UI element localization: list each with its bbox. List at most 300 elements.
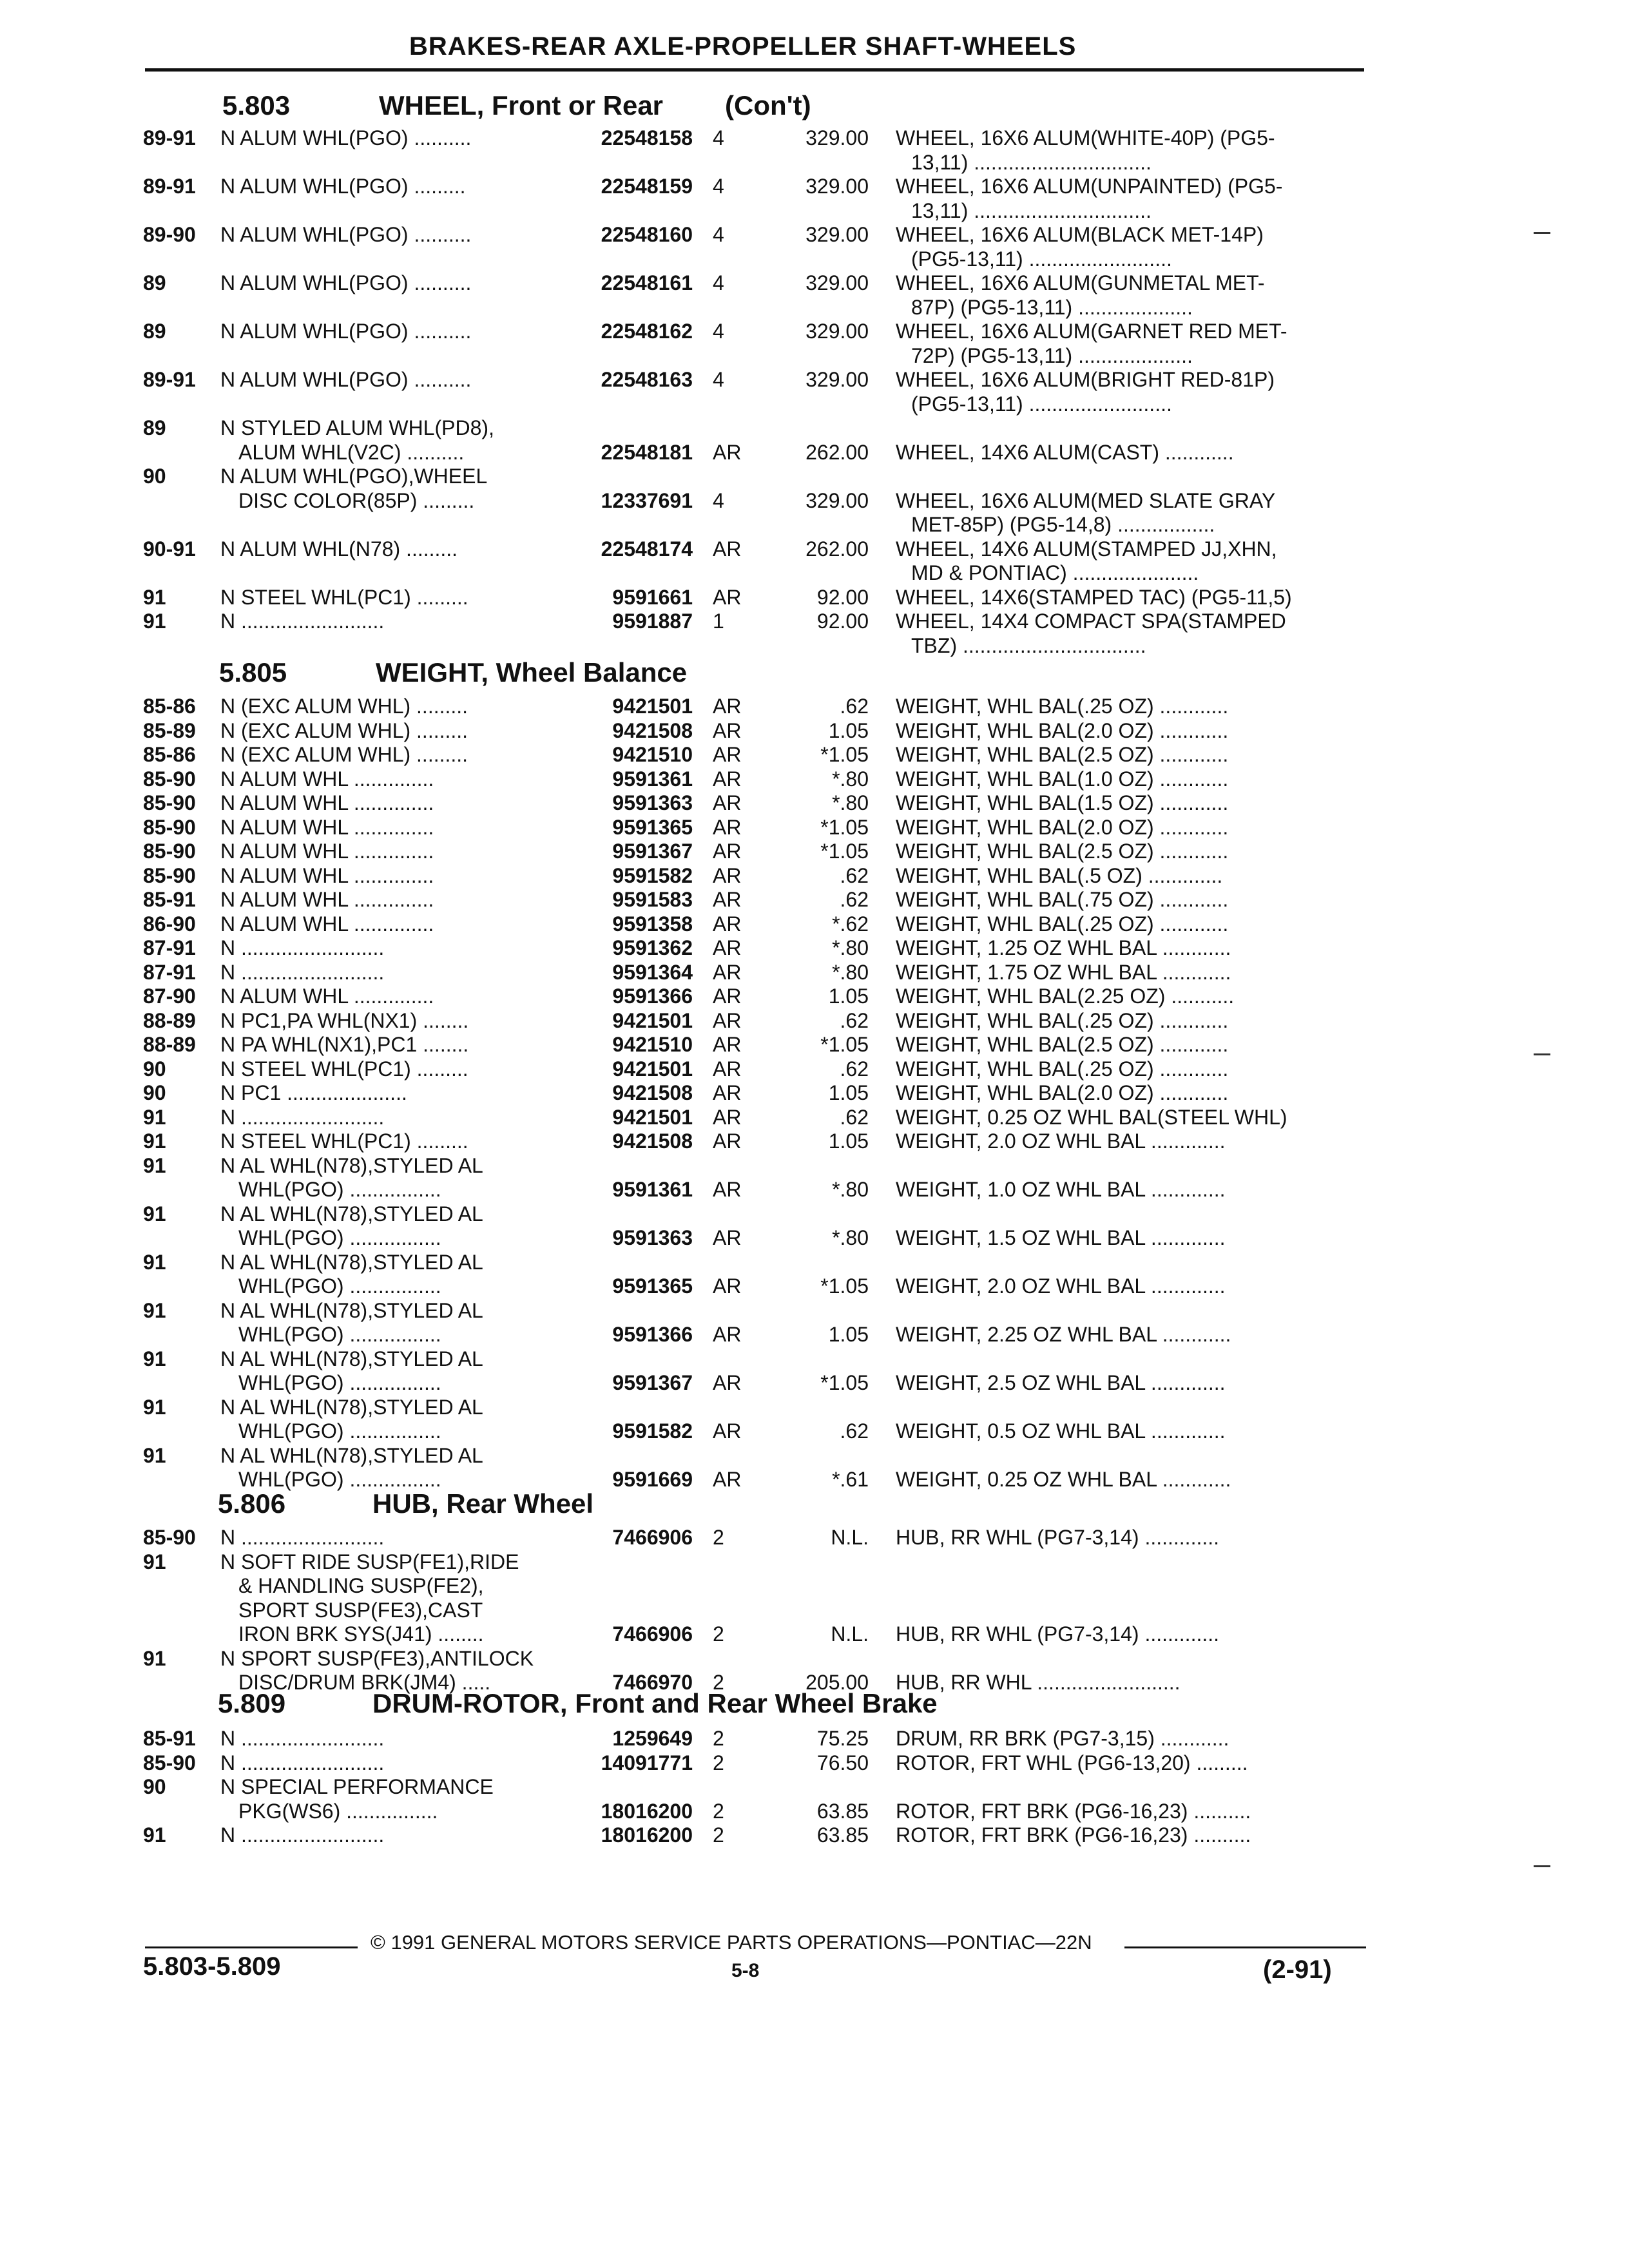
quantity: AR [713, 440, 742, 464]
quantity: AR [713, 718, 742, 742]
part-description: 72P) (PG5-13,11) .................... [911, 343, 1193, 367]
part-description: HUB, RR WHL ......................... [896, 1671, 1181, 1694]
quantity: AR [713, 1057, 742, 1081]
price: N.L. [831, 1622, 869, 1646]
section-title: HUB, Rear Wheel [372, 1488, 594, 1519]
part-description: WHEEL, 16X6 ALUM(GUNMETAL MET- [896, 271, 1265, 294]
margin-mark [1534, 1865, 1550, 1867]
model-year: 86-90 [143, 912, 196, 936]
usage-description: N (EXC ALUM WHL) ......... [220, 695, 468, 718]
model-year: 87-91 [143, 936, 196, 959]
part-description: WEIGHT, 2.5 OZ WHL BAL ............. [896, 1371, 1226, 1394]
model-year: 91 [143, 1105, 166, 1129]
part-number: 9591362 [612, 936, 693, 959]
price: *1.05 [820, 1033, 869, 1056]
usage-description: N ALUM WHL .............. [220, 985, 434, 1008]
usage-description: & HANDLING SUSP(FE2), [238, 1574, 484, 1597]
usage-description: N AL WHL(N78),STYLED AL [220, 1202, 483, 1225]
usage-description: N ALUM WHL(PGO) ......... [220, 175, 466, 198]
usage-description: N AL WHL(N78),STYLED AL [220, 1443, 483, 1467]
usage-description: DISC/DRUM BRK(JM4) ..... [238, 1671, 491, 1694]
quantity: 4 [713, 320, 724, 343]
price: N.L. [831, 1526, 869, 1549]
usage-description: N STEEL WHL(PC1) ......... [220, 1057, 468, 1081]
quantity: AR [713, 585, 742, 609]
model-year: 85-86 [143, 743, 196, 766]
part-description: HUB, RR WHL (PG7-3,14) ............. [896, 1622, 1220, 1646]
model-year: 91 [143, 1646, 166, 1670]
part-number: 9591365 [612, 1274, 693, 1298]
usage-description: WHL(PGO) ................ [238, 1178, 441, 1201]
quantity: AR [713, 1105, 742, 1129]
usage-description: WHL(PGO) ................ [238, 1323, 441, 1346]
model-year: 85-90 [143, 815, 196, 839]
quantity: 2 [713, 1799, 724, 1823]
quantity: AR [713, 1129, 742, 1153]
usage-description: N STEEL WHL(PC1) ......... [220, 1129, 468, 1153]
part-description: WHEEL, 16X6 ALUM(MED SLATE GRAY [896, 488, 1276, 512]
part-description: HUB, RR WHL (PG7-3,14) ............. [896, 1526, 1220, 1549]
usage-description: IRON BRK SYS(J41) ........ [238, 1622, 484, 1646]
part-number: 9421501 [612, 1105, 693, 1129]
model-year: 91 [143, 1250, 166, 1274]
part-number: 9421508 [612, 718, 693, 742]
section-title: WEIGHT, Wheel Balance [376, 657, 688, 687]
footer-copyright: © 1991 GENERAL MOTORS SERVICE PARTS OPERATIONS—PONTIAC—22N [371, 1931, 1092, 1954]
quantity: 4 [713, 223, 724, 246]
usage-description: N ALUM WHL(PGO),WHEEL [220, 465, 488, 488]
price: 205.00 [805, 1671, 869, 1694]
price: 329.00 [805, 488, 869, 512]
part-description: WEIGHT, WHL BAL(.25 OZ) ............ [896, 1057, 1229, 1081]
part-number: 22548158 [601, 126, 693, 149]
usage-description: N STYLED ALUM WHL(PD8), [220, 416, 494, 439]
model-year: 90 [143, 1081, 166, 1104]
usage-description: N ALUM WHL .............. [220, 912, 434, 936]
model-year: 89-91 [143, 126, 196, 149]
part-description: WHEEL, 14X4 COMPACT SPA(STAMPED [896, 610, 1286, 633]
price: 329.00 [805, 223, 869, 246]
price: 262.00 [805, 440, 869, 464]
part-description: MET-85P) (PG5-14,8) ................. [911, 513, 1215, 536]
part-number: 9591361 [612, 767, 693, 791]
model-year: 85-91 [143, 888, 196, 911]
quantity: AR [713, 1178, 742, 1201]
part-number: 22548174 [601, 537, 693, 561]
usage-description: N ALUM WHL(PGO) .......... [220, 126, 472, 149]
model-year: 85-90 [143, 1751, 196, 1774]
price: 262.00 [805, 537, 869, 561]
model-year: 91 [143, 1823, 166, 1847]
part-description: WEIGHT, 1.0 OZ WHL BAL ............. [896, 1178, 1226, 1201]
part-description: WEIGHT, WHL BAL(2.0 OZ) ............ [896, 815, 1229, 839]
part-description: WEIGHT, WHL BAL(.75 OZ) ............ [896, 888, 1229, 911]
usage-description: N AL WHL(N78),STYLED AL [220, 1395, 483, 1419]
price: *1.05 [820, 743, 869, 766]
model-year: 91 [143, 1443, 166, 1467]
part-number: 9421508 [612, 1129, 693, 1153]
usage-description: N (EXC ALUM WHL) ......... [220, 718, 468, 742]
section-number: 5.803 [222, 90, 291, 120]
part-description: ROTOR, FRT WHL (PG6-13,20) ......... [896, 1751, 1248, 1774]
part-description: (PG5-13,11) ......................... [911, 247, 1172, 271]
model-year: 85-90 [143, 767, 196, 791]
quantity: 4 [713, 488, 724, 512]
price: *1.05 [820, 1274, 869, 1298]
price: 63.85 [816, 1799, 869, 1823]
model-year: 89-91 [143, 368, 196, 391]
price: 1.05 [828, 985, 869, 1008]
part-description: WEIGHT, 1.5 OZ WHL BAL ............. [896, 1226, 1226, 1249]
quantity: 2 [713, 1526, 724, 1549]
price: *1.05 [820, 840, 869, 863]
footer-rule-right [1124, 1946, 1366, 1948]
usage-description: PKG(WS6) ................ [238, 1799, 438, 1823]
part-description: WEIGHT, WHL BAL(2.5 OZ) ............ [896, 840, 1229, 863]
model-year: 85-91 [143, 1727, 196, 1750]
price: .62 [840, 695, 869, 718]
part-number: 14091771 [601, 1751, 693, 1774]
part-number: 18016200 [601, 1799, 693, 1823]
price: 329.00 [805, 271, 869, 294]
usage-description: N (EXC ALUM WHL) ......... [220, 743, 468, 766]
quantity: AR [713, 537, 742, 561]
model-year: 91 [143, 1298, 166, 1322]
section-title: WHEEL, Front or Rear [379, 90, 664, 120]
section-number: 5.806 [218, 1488, 286, 1519]
price: 75.25 [816, 1727, 869, 1750]
usage-description: N AL WHL(N78),STYLED AL [220, 1250, 483, 1274]
quantity: AR [713, 695, 742, 718]
usage-description: N PC1,PA WHL(NX1) ........ [220, 1008, 469, 1032]
part-description: WHEEL, 14X6 ALUM(CAST) ............ [896, 440, 1234, 464]
part-description: WEIGHT, 1.25 OZ WHL BAL ............ [896, 936, 1231, 959]
price: .62 [840, 1105, 869, 1129]
usage-description: N ......................... [220, 936, 385, 959]
part-description: DRUM, RR BRK (PG7-3,15) ............ [896, 1727, 1229, 1750]
part-number: 9591661 [612, 585, 693, 609]
quantity: 2 [713, 1671, 724, 1694]
usage-description: N AL WHL(N78),STYLED AL [220, 1347, 483, 1370]
part-description: WHEEL, 16X6 ALUM(WHITE-40P) (PG5- [896, 126, 1275, 149]
part-description: WEIGHT, 0.25 OZ WHL BAL ............ [896, 1468, 1231, 1491]
part-number: 9591583 [612, 888, 693, 911]
part-number: 18016200 [601, 1823, 693, 1847]
model-year: 89-91 [143, 175, 196, 198]
quantity: AR [713, 767, 742, 791]
usage-description: N ALUM WHL(PGO) .......... [220, 271, 472, 294]
model-year: 91 [143, 1550, 166, 1573]
part-description: WEIGHT, WHL BAL(.25 OZ) ............ [896, 1008, 1229, 1032]
quantity: AR [713, 960, 742, 984]
part-description: ROTOR, FRT BRK (PG6-16,23) .......... [896, 1823, 1251, 1847]
quantity: AR [713, 791, 742, 814]
quantity: 4 [713, 126, 724, 149]
part-description: WEIGHT, 0.5 OZ WHL BAL ............. [896, 1419, 1226, 1443]
usage-description: N ......................... [220, 1526, 385, 1549]
part-description: WEIGHT, 0.25 OZ WHL BAL(STEEL WHL) [896, 1105, 1287, 1129]
usage-description: N ALUM WHL(N78) ......... [220, 537, 458, 561]
usage-description: N PA WHL(NX1),PC1 ........ [220, 1033, 469, 1056]
price: *.80 [832, 1226, 869, 1249]
quantity: AR [713, 863, 742, 887]
part-description: WHEEL, 16X6 ALUM(BRIGHT RED-81P) [896, 368, 1275, 391]
header-rule [145, 68, 1364, 72]
part-number: 9421510 [612, 743, 693, 766]
usage-description: N SOFT RIDE SUSP(FE1),RIDE [220, 1550, 519, 1573]
price: *.80 [832, 960, 869, 984]
price: *.80 [832, 936, 869, 959]
part-number: 9421508 [612, 1081, 693, 1104]
quantity: AR [713, 1226, 742, 1249]
quantity: AR [713, 1274, 742, 1298]
footer-section-range: 5.803-5.809 [143, 1952, 281, 1981]
quantity: AR [713, 936, 742, 959]
part-number: 22548163 [601, 368, 693, 391]
part-number: 22548160 [601, 223, 693, 246]
model-year: 91 [143, 610, 166, 633]
section-number: 5.805 [219, 657, 287, 687]
part-number: 9591887 [612, 610, 693, 633]
part-description: TBZ) ................................ [911, 633, 1146, 657]
part-number: 9421501 [612, 695, 693, 718]
part-description: WEIGHT, WHL BAL(2.5 OZ) ............ [896, 1033, 1229, 1056]
part-number: 9591367 [612, 1371, 693, 1394]
price: *.80 [832, 791, 869, 814]
part-description: WEIGHT, WHL BAL(.25 OZ) ............ [896, 912, 1229, 936]
section-continued: (Con't) [725, 90, 811, 120]
usage-description: N ALUM WHL .............. [220, 863, 434, 887]
model-year: 87-91 [143, 960, 196, 984]
model-year: 91 [143, 1129, 166, 1153]
quantity: 2 [713, 1727, 724, 1750]
margin-mark [1534, 1053, 1550, 1055]
part-description: WEIGHT, WHL BAL(1.0 OZ) ............ [896, 767, 1229, 791]
usage-description: WHL(PGO) ................ [238, 1274, 441, 1298]
price: 63.85 [816, 1823, 869, 1847]
model-year: 88-89 [143, 1033, 196, 1056]
part-description: WEIGHT, 1.75 OZ WHL BAL ............ [896, 960, 1231, 984]
price: .62 [840, 1057, 869, 1081]
usage-description: DISC COLOR(85P) ......... [238, 488, 475, 512]
quantity: AR [713, 1081, 742, 1104]
usage-description: SPORT SUSP(FE3),CAST [238, 1598, 483, 1622]
margin-mark [1534, 232, 1550, 234]
footer-page-number: 5-8 [731, 1960, 760, 1981]
model-year: 85-90 [143, 840, 196, 863]
part-number: 22548159 [601, 175, 693, 198]
price: *1.05 [820, 815, 869, 839]
part-description: WEIGHT, WHL BAL(2.25 OZ) ........... [896, 985, 1235, 1008]
model-year: 89-90 [143, 223, 196, 246]
model-year: 85-89 [143, 718, 196, 742]
usage-description: N ......................... [220, 960, 385, 984]
quantity: AR [713, 815, 742, 839]
section-number: 5.809 [218, 1688, 286, 1718]
price: 329.00 [805, 368, 869, 391]
quantity: AR [713, 840, 742, 863]
part-number: 9591582 [612, 1419, 693, 1443]
part-number: 22548162 [601, 320, 693, 343]
part-number: 22548161 [601, 271, 693, 294]
usage-description: N ALUM WHL .............. [220, 888, 434, 911]
model-year: 91 [143, 1153, 166, 1177]
part-description: 13,11) ............................... [911, 198, 1152, 222]
model-year: 90 [143, 1057, 166, 1081]
part-description: WEIGHT, WHL BAL(2.5 OZ) ............ [896, 743, 1229, 766]
part-description: WHEEL, 14X6(STAMPED TAC) (PG5-11,5) [896, 585, 1292, 609]
part-number: 9591366 [612, 985, 693, 1008]
price: 329.00 [805, 175, 869, 198]
usage-description: N SPECIAL PERFORMANCE [220, 1775, 494, 1798]
usage-description: N ......................... [220, 1727, 385, 1750]
usage-description: N ......................... [220, 1823, 385, 1847]
usage-description: WHL(PGO) ................ [238, 1371, 441, 1394]
price: .62 [840, 1008, 869, 1032]
model-year: 85-90 [143, 791, 196, 814]
part-description: WHEEL, 14X6 ALUM(STAMPED JJ,XHN, [896, 537, 1277, 561]
part-number: 9421501 [612, 1008, 693, 1032]
part-number: 7466970 [612, 1671, 693, 1694]
part-number: 12337691 [601, 488, 693, 512]
quantity: 1 [713, 610, 724, 633]
quantity: 2 [713, 1823, 724, 1847]
model-year: 90 [143, 465, 166, 488]
quantity: 2 [713, 1751, 724, 1774]
part-number: 9591358 [612, 912, 693, 936]
quantity: AR [713, 743, 742, 766]
model-year: 89 [143, 271, 166, 294]
price: .62 [840, 1419, 869, 1443]
part-description: WEIGHT, WHL BAL(2.0 OZ) ............ [896, 718, 1229, 742]
usage-description: N AL WHL(N78),STYLED AL [220, 1153, 483, 1177]
price: .62 [840, 888, 869, 911]
usage-description: N AL WHL(N78),STYLED AL [220, 1298, 483, 1322]
price: *1.05 [820, 1371, 869, 1394]
model-year: 91 [143, 1395, 166, 1419]
quantity: AR [713, 912, 742, 936]
quantity: AR [713, 1033, 742, 1056]
model-year: 91 [143, 1347, 166, 1370]
part-number: 9591367 [612, 840, 693, 863]
model-year: 89 [143, 320, 166, 343]
part-description: WHEEL, 16X6 ALUM(UNPAINTED) (PG5- [896, 175, 1283, 198]
usage-description: WHL(PGO) ................ [238, 1419, 441, 1443]
price: *.62 [832, 912, 869, 936]
model-year: 91 [143, 1202, 166, 1225]
part-description: WHEEL, 16X6 ALUM(BLACK MET-14P) [896, 223, 1264, 246]
part-description: WEIGHT, WHL BAL(2.0 OZ) ............ [896, 1081, 1229, 1104]
footer-date: (2-91) [1263, 1956, 1332, 1984]
part-number: 22548181 [601, 440, 693, 464]
usage-description: N ALUM WHL .............. [220, 840, 434, 863]
usage-description: N ALUM WHL(PGO) .......... [220, 368, 472, 391]
usage-description: N ALUM WHL .............. [220, 767, 434, 791]
part-description: WEIGHT, WHL BAL(.25 OZ) ............ [896, 695, 1229, 718]
model-year: 88-89 [143, 1008, 196, 1032]
price: .62 [840, 863, 869, 887]
part-number: 9591365 [612, 815, 693, 839]
quantity: AR [713, 1419, 742, 1443]
model-year: 87-90 [143, 985, 196, 1008]
part-number: 9421501 [612, 1057, 693, 1081]
price: 1.05 [828, 1323, 869, 1346]
quantity: AR [713, 1468, 742, 1491]
model-year: 85-90 [143, 1526, 196, 1549]
part-number: 7466906 [612, 1622, 693, 1646]
model-year: 85-86 [143, 695, 196, 718]
price: 1.05 [828, 1081, 869, 1104]
section-title: DRUM-ROTOR, Front and Rear Wheel Brake [372, 1688, 938, 1718]
usage-description: N ......................... [220, 1751, 385, 1774]
price: *.61 [832, 1468, 869, 1491]
page-header: BRAKES-REAR AXLE-PROPELLER SHAFT-WHEELS [409, 32, 1077, 61]
part-description: MD & PONTIAC) ...................... [911, 561, 1199, 584]
quantity: 2 [713, 1622, 724, 1646]
part-description: WEIGHT, WHL BAL(1.5 OZ) ............ [896, 791, 1229, 814]
usage-description: ALUM WHL(V2C) .......... [238, 440, 465, 464]
price: 1.05 [828, 718, 869, 742]
part-description: 13,11) ............................... [911, 150, 1152, 174]
price: 329.00 [805, 126, 869, 149]
usage-description: WHL(PGO) ................ [238, 1468, 441, 1491]
part-number: 1259649 [612, 1727, 693, 1750]
model-year: 89 [143, 416, 166, 439]
usage-description: N ALUM WHL(PGO) .......... [220, 223, 472, 246]
quantity: AR [713, 1371, 742, 1394]
model-year: 91 [143, 585, 166, 609]
part-number: 9591361 [612, 1178, 693, 1201]
quantity: 4 [713, 271, 724, 294]
price: *.80 [832, 767, 869, 791]
part-description: WEIGHT, 2.0 OZ WHL BAL ............. [896, 1274, 1226, 1298]
price: 76.50 [816, 1751, 869, 1774]
part-description: WEIGHT, 2.25 OZ WHL BAL ............ [896, 1323, 1231, 1346]
price: 329.00 [805, 320, 869, 343]
usage-description: WHL(PGO) ................ [238, 1226, 441, 1249]
part-description: WEIGHT, WHL BAL(.5 OZ) ............. [896, 863, 1223, 887]
quantity: AR [713, 1323, 742, 1346]
model-year: 90-91 [143, 537, 196, 561]
part-description: 87P) (PG5-13,11) .................... [911, 295, 1193, 319]
part-number: 7466906 [612, 1526, 693, 1549]
model-year: 85-90 [143, 863, 196, 887]
part-description: (PG5-13,11) ......................... [911, 392, 1172, 416]
price: *.80 [832, 1178, 869, 1201]
model-year: 90 [143, 1775, 166, 1798]
quantity: AR [713, 888, 742, 911]
usage-description: N ......................... [220, 610, 385, 633]
part-number: 9591669 [612, 1468, 693, 1491]
part-description: WHEEL, 16X6 ALUM(GARNET RED MET- [896, 320, 1287, 343]
quantity: AR [713, 985, 742, 1008]
part-description: ROTOR, FRT BRK (PG6-16,23) .......... [896, 1799, 1251, 1823]
usage-description: N ......................... [220, 1105, 385, 1129]
part-number: 9591364 [612, 960, 693, 984]
part-number: 9591582 [612, 863, 693, 887]
part-number: 9591363 [612, 1226, 693, 1249]
part-number: 9591363 [612, 791, 693, 814]
part-description: WEIGHT, 2.0 OZ WHL BAL ............. [896, 1129, 1226, 1153]
quantity: 4 [713, 368, 724, 391]
footer-rule-left [145, 1946, 358, 1948]
part-number: 9421510 [612, 1033, 693, 1056]
usage-description: N ALUM WHL .............. [220, 791, 434, 814]
usage-description: N ALUM WHL .............. [220, 815, 434, 839]
part-number: 9591366 [612, 1323, 693, 1346]
price: 92.00 [816, 585, 869, 609]
price: 92.00 [816, 610, 869, 633]
